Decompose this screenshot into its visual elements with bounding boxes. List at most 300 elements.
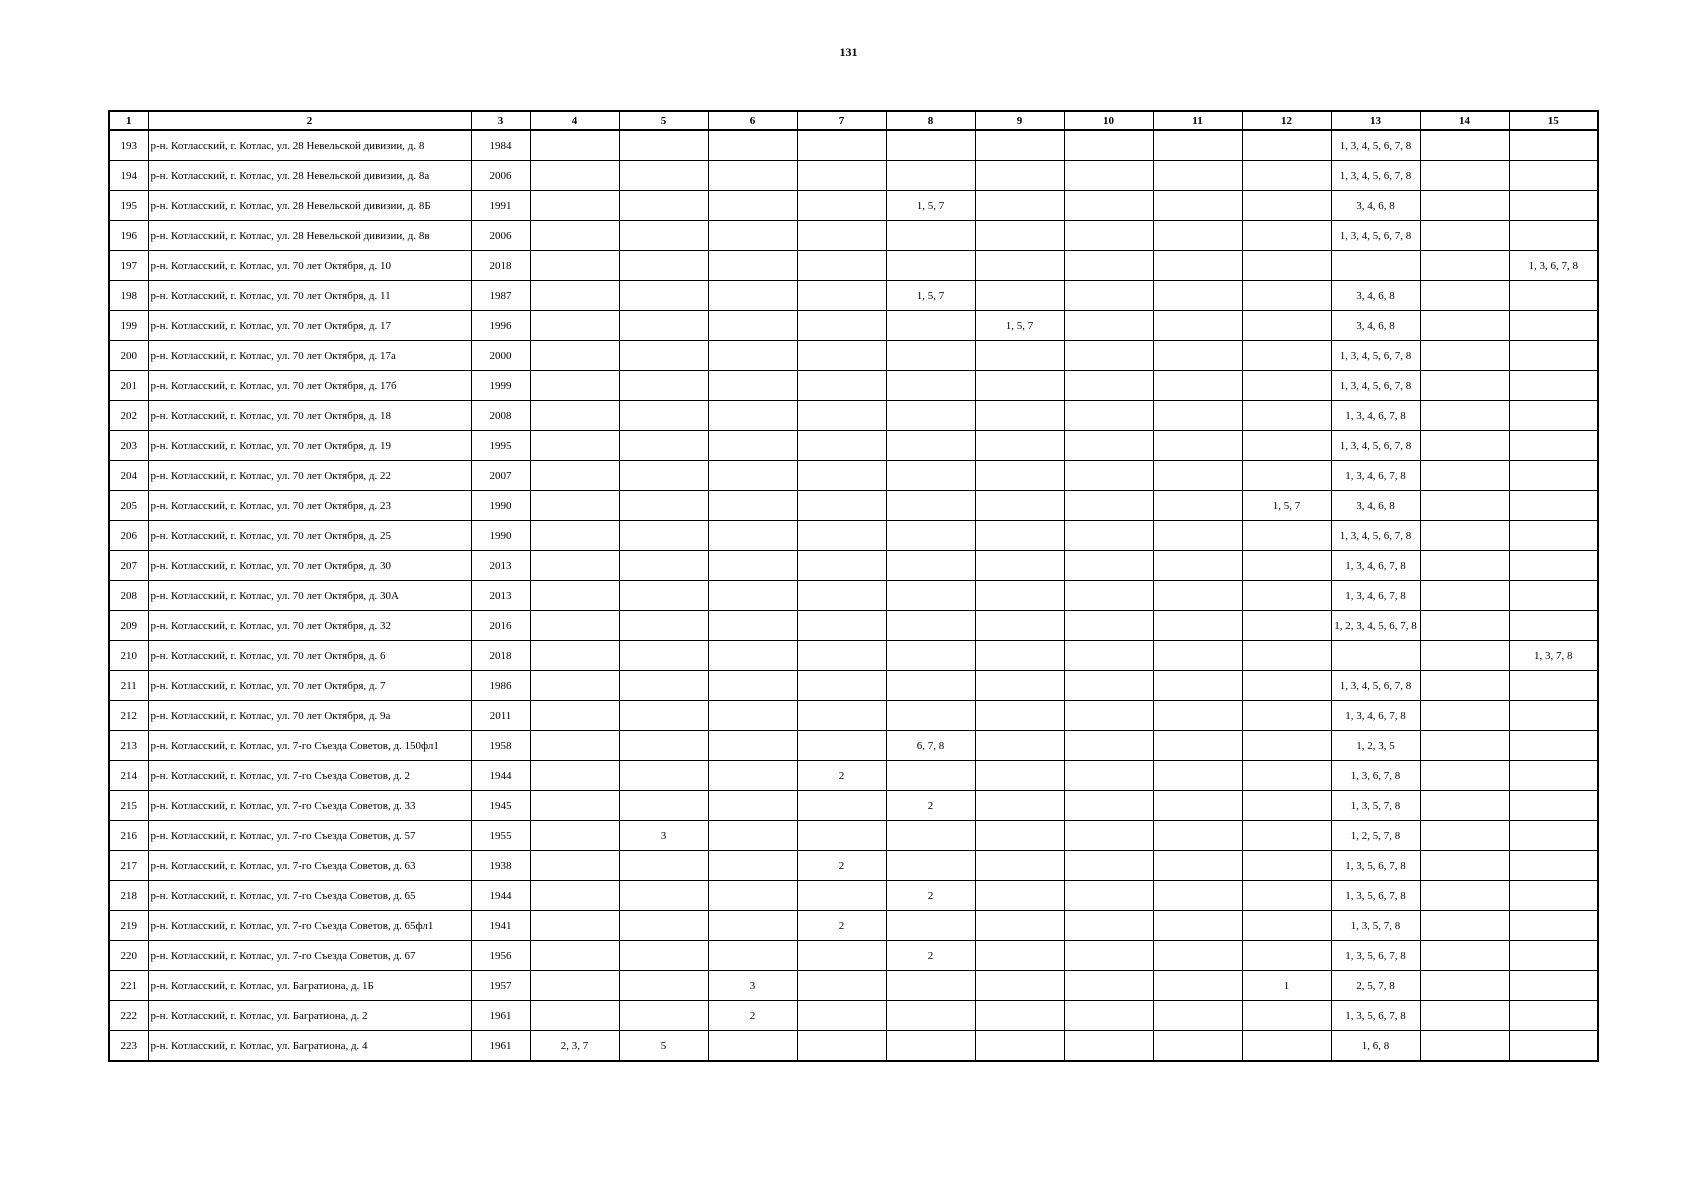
table-cell: [1420, 671, 1509, 701]
table-cell: [1153, 311, 1242, 341]
table-cell: [797, 341, 886, 371]
table-cell: 1, 3, 4, 6, 7, 8: [1331, 551, 1420, 581]
table-cell: [708, 521, 797, 551]
table-cell: [1420, 431, 1509, 461]
table-cell: [797, 281, 886, 311]
table-cell: [1153, 431, 1242, 461]
column-header-7: 7: [797, 111, 886, 130]
address-cell: р-н. Котласский, г. Котлас, ул. 70 лет Октября, д. 25: [148, 521, 471, 551]
address-cell: р-н. Котласский, г. Котлас, ул. 70 лет Октября, д. 7: [148, 671, 471, 701]
table-cell: [1420, 731, 1509, 761]
table-cell: [1242, 611, 1331, 641]
table-cell: [1420, 941, 1509, 971]
column-header-12: 12: [1242, 111, 1331, 130]
table-row: [109, 581, 1598, 611]
table-cell: [975, 491, 1064, 521]
table-cell: 1, 3, 4, 5, 6, 7, 8: [1331, 521, 1420, 551]
table-cell: 1, 3, 4, 5, 6, 7, 8: [1331, 671, 1420, 701]
table-cell: [530, 581, 619, 611]
table-cell: [886, 431, 975, 461]
table-cell: [1153, 281, 1242, 311]
table-cell: [708, 551, 797, 581]
table-cell: [708, 191, 797, 221]
table-cell: [1064, 371, 1153, 401]
table-cell: [1331, 251, 1420, 281]
table-cell: [1420, 761, 1509, 791]
table-cell: [1153, 1031, 1242, 1062]
table-cell: [1509, 221, 1598, 251]
row-number-cell: 220: [109, 941, 148, 971]
table-cell: [1242, 401, 1331, 431]
table-row: [109, 371, 1598, 401]
table-cell: [975, 461, 1064, 491]
row-number-cell: 212: [109, 701, 148, 731]
address-cell: р-н. Котласский, г. Котлас, ул. 7-го Съезда Советов, д. 33: [148, 791, 471, 821]
table-cell: [975, 401, 1064, 431]
table-cell: [1242, 821, 1331, 851]
table-cell: [1064, 731, 1153, 761]
table-cell: [619, 221, 708, 251]
table-cell: [619, 731, 708, 761]
year-cell: 2006: [471, 221, 530, 251]
table-cell: [797, 611, 886, 641]
table-cell: [708, 431, 797, 461]
address-cell: р-н. Котласский, г. Котлас, ул. 28 Невельской дивизии, д. 8Б: [148, 191, 471, 221]
table-cell: [708, 281, 797, 311]
table-cell: [1153, 971, 1242, 1001]
table-cell: [1420, 701, 1509, 731]
table-cell: [1509, 671, 1598, 701]
table-cell: [886, 341, 975, 371]
row-number-cell: 222: [109, 1001, 148, 1031]
table-cell: [619, 461, 708, 491]
table-cell: [708, 701, 797, 731]
table-cell: [1242, 521, 1331, 551]
table-cell: [1420, 521, 1509, 551]
table-row: [109, 791, 1598, 821]
row-number-cell: 208: [109, 581, 148, 611]
address-cell: р-н. Котласский, г. Котлас, ул. Багратиона, д. 4: [148, 1031, 471, 1062]
table-cell: [1153, 881, 1242, 911]
row-number-cell: 214: [109, 761, 148, 791]
table-cell: [530, 461, 619, 491]
row-number-cell: 205: [109, 491, 148, 521]
table-cell: [1509, 731, 1598, 761]
year-cell: 1958: [471, 731, 530, 761]
table-row: [109, 911, 1598, 941]
table-cell: [530, 401, 619, 431]
table-cell: 1, 3, 5, 6, 7, 8: [1331, 1001, 1420, 1031]
table-cell: [1242, 941, 1331, 971]
table-cell: [530, 281, 619, 311]
table-cell: [1420, 1031, 1509, 1062]
table-cell: [1509, 341, 1598, 371]
table-cell: 3: [619, 821, 708, 851]
table-cell: [530, 251, 619, 281]
table-cell: [1420, 641, 1509, 671]
table-cell: [1242, 341, 1331, 371]
address-cell: р-н. Котласский, г. Котлас, ул. 28 Невельской дивизии, д. 8: [148, 130, 471, 161]
year-cell: 2018: [471, 251, 530, 281]
year-cell: 2006: [471, 161, 530, 191]
table-cell: 1, 3, 5, 6, 7, 8: [1331, 941, 1420, 971]
table-cell: [1064, 851, 1153, 881]
address-cell: р-н. Котласский, г. Котлас, ул. 70 лет Октября, д. 32: [148, 611, 471, 641]
table-cell: [1064, 671, 1153, 701]
table-cell: [708, 851, 797, 881]
table-cell: 2, 3, 7: [530, 1031, 619, 1062]
table-cell: [1509, 881, 1598, 911]
row-number-cell: 215: [109, 791, 148, 821]
table-cell: [975, 371, 1064, 401]
table-cell: 1, 5, 7: [886, 191, 975, 221]
table-cell: [886, 551, 975, 581]
table-cell: [1509, 401, 1598, 431]
table-cell: [1064, 281, 1153, 311]
table-cell: [1420, 461, 1509, 491]
table-row: [109, 641, 1598, 671]
table-cell: [797, 461, 886, 491]
table-body: [109, 130, 1598, 1061]
table-cell: [1153, 130, 1242, 161]
table-cell: [1420, 401, 1509, 431]
year-cell: 1987: [471, 281, 530, 311]
row-number-cell: 197: [109, 251, 148, 281]
table-cell: [619, 611, 708, 641]
table-cell: [886, 641, 975, 671]
table-cell: [1242, 311, 1331, 341]
table-cell: [619, 521, 708, 551]
table-cell: 1, 3, 6, 7, 8: [1331, 761, 1420, 791]
table-cell: [530, 431, 619, 461]
table-row: [109, 251, 1598, 281]
table-cell: 3, 4, 6, 8: [1331, 491, 1420, 521]
table-cell: 1, 3, 5, 7, 8: [1331, 791, 1420, 821]
table-cell: [1509, 130, 1598, 161]
table-cell: [1153, 791, 1242, 821]
year-cell: 1999: [471, 371, 530, 401]
table-row: [109, 341, 1598, 371]
table-cell: [1064, 551, 1153, 581]
column-header-9: 9: [975, 111, 1064, 130]
table-cell: [797, 641, 886, 671]
table-cell: [797, 311, 886, 341]
table-cell: [1153, 941, 1242, 971]
row-number-cell: 203: [109, 431, 148, 461]
table-cell: [530, 731, 619, 761]
table-cell: [708, 761, 797, 791]
table-cell: [975, 941, 1064, 971]
table-cell: [797, 221, 886, 251]
table-cell: [975, 341, 1064, 371]
column-header-4: 4: [530, 111, 619, 130]
table-cell: [886, 371, 975, 401]
address-cell: р-н. Котласский, г. Котлас, ул. Багратиона, д. 1Б: [148, 971, 471, 1001]
table-row: [109, 731, 1598, 761]
table-cell: [619, 191, 708, 221]
table-cell: [619, 851, 708, 881]
table-cell: [797, 1031, 886, 1062]
address-cell: р-н. Котласский, г. Котлас, ул. Багратиона, д. 2: [148, 1001, 471, 1031]
table-cell: [797, 791, 886, 821]
table-cell: [1242, 281, 1331, 311]
year-cell: 2011: [471, 701, 530, 731]
table-cell: [1242, 701, 1331, 731]
table-cell: [1420, 311, 1509, 341]
table-cell: [1509, 311, 1598, 341]
column-header-13: 13: [1331, 111, 1420, 130]
table-cell: [619, 251, 708, 281]
table-cell: [530, 851, 619, 881]
column-header-3: 3: [471, 111, 530, 130]
year-cell: 2000: [471, 341, 530, 371]
table-cell: [975, 281, 1064, 311]
table-cell: [708, 491, 797, 521]
table-row: [109, 221, 1598, 251]
table-cell: [1509, 971, 1598, 1001]
table-cell: [1064, 521, 1153, 551]
table-cell: [975, 881, 1064, 911]
row-number-cell: 196: [109, 221, 148, 251]
table-cell: [708, 221, 797, 251]
year-cell: 1944: [471, 761, 530, 791]
table-cell: [530, 941, 619, 971]
table-cell: [708, 130, 797, 161]
row-number-cell: 218: [109, 881, 148, 911]
table-cell: [1064, 761, 1153, 791]
table-cell: [797, 371, 886, 401]
table-cell: 2: [886, 791, 975, 821]
table-cell: [797, 161, 886, 191]
table-cell: [708, 671, 797, 701]
table-cell: [1064, 311, 1153, 341]
year-cell: 1957: [471, 971, 530, 1001]
address-cell: р-н. Котласский, г. Котлас, ул. 7-го Съезда Советов, д. 150фл1: [148, 731, 471, 761]
table-cell: [708, 821, 797, 851]
address-cell: р-н. Котласский, г. Котлас, ул. 7-го Съезда Советов, д. 67: [148, 941, 471, 971]
table-cell: [530, 911, 619, 941]
table-cell: [1420, 1001, 1509, 1031]
table-cell: 2: [886, 881, 975, 911]
table-cell: [797, 251, 886, 281]
table-cell: [1242, 251, 1331, 281]
table-cell: 1, 3, 4, 6, 7, 8: [1331, 581, 1420, 611]
column-header-1: 1: [109, 111, 148, 130]
table-cell: [1242, 731, 1331, 761]
table-cell: [1153, 821, 1242, 851]
table-cell: [1153, 371, 1242, 401]
table-cell: 3, 4, 6, 8: [1331, 311, 1420, 341]
table-cell: [1420, 911, 1509, 941]
year-cell: 1961: [471, 1031, 530, 1062]
table-cell: [1153, 401, 1242, 431]
table-cell: 1, 3, 4, 5, 6, 7, 8: [1331, 161, 1420, 191]
table-cell: [619, 581, 708, 611]
table-cell: [1153, 521, 1242, 551]
table-cell: [530, 1001, 619, 1031]
table-cell: [708, 941, 797, 971]
column-header-5: 5: [619, 111, 708, 130]
table-row: [109, 130, 1598, 161]
table-cell: [886, 130, 975, 161]
row-number-cell: 213: [109, 731, 148, 761]
table-row: [109, 941, 1598, 971]
column-header-15: 15: [1509, 111, 1598, 130]
table-cell: [975, 1001, 1064, 1031]
table-cell: [1153, 581, 1242, 611]
table-cell: [1064, 491, 1153, 521]
table-cell: [1242, 761, 1331, 791]
table-cell: [886, 491, 975, 521]
table-cell: [1420, 821, 1509, 851]
table-cell: [1153, 461, 1242, 491]
row-number-cell: 221: [109, 971, 148, 1001]
table-cell: [797, 431, 886, 461]
row-number-cell: 217: [109, 851, 148, 881]
table-cell: [1064, 911, 1153, 941]
year-cell: 1986: [471, 671, 530, 701]
year-cell: 2013: [471, 581, 530, 611]
table-cell: [530, 491, 619, 521]
table-row: [109, 281, 1598, 311]
row-number-cell: 201: [109, 371, 148, 401]
table-cell: [1064, 191, 1153, 221]
table-cell: [1509, 161, 1598, 191]
table-cell: 1, 2, 3, 4, 5, 6, 7, 8: [1331, 611, 1420, 641]
table-cell: 1, 5, 7: [1242, 491, 1331, 521]
address-cell: р-н. Котласский, г. Котлас, ул. 70 лет Октября, д. 17б: [148, 371, 471, 401]
table-cell: 1, 3, 4, 5, 6, 7, 8: [1331, 431, 1420, 461]
table-cell: [1064, 130, 1153, 161]
table-cell: [708, 911, 797, 941]
table-cell: 3, 4, 6, 8: [1331, 191, 1420, 221]
year-cell: 2008: [471, 401, 530, 431]
year-cell: 1984: [471, 130, 530, 161]
table-cell: [886, 911, 975, 941]
table-cell: [530, 551, 619, 581]
row-number-cell: 210: [109, 641, 148, 671]
table-cell: [1420, 341, 1509, 371]
table-cell: [708, 161, 797, 191]
table-cell: [1064, 341, 1153, 371]
table-cell: [530, 341, 619, 371]
table-cell: [619, 341, 708, 371]
table-row: [109, 701, 1598, 731]
table-cell: [1509, 761, 1598, 791]
table-cell: [797, 401, 886, 431]
table-cell: [619, 491, 708, 521]
table-cell: [975, 701, 1064, 731]
table-cell: [975, 641, 1064, 671]
table-cell: [1242, 371, 1331, 401]
table-cell: [530, 761, 619, 791]
row-number-cell: 202: [109, 401, 148, 431]
table-cell: [886, 671, 975, 701]
table-cell: [1153, 491, 1242, 521]
row-number-cell: 193: [109, 130, 148, 161]
year-cell: 1955: [471, 821, 530, 851]
table-cell: [1064, 581, 1153, 611]
table-cell: [1420, 581, 1509, 611]
table-cell: [1064, 401, 1153, 431]
table-cell: [1064, 701, 1153, 731]
table-cell: [619, 881, 708, 911]
table-cell: [1420, 881, 1509, 911]
table-row: [109, 1031, 1598, 1062]
table-cell: [975, 761, 1064, 791]
table-cell: [1420, 791, 1509, 821]
table-cell: [530, 130, 619, 161]
table-cell: [975, 221, 1064, 251]
year-cell: 1990: [471, 521, 530, 551]
row-number-cell: 204: [109, 461, 148, 491]
table-cell: [619, 281, 708, 311]
table-cell: [1509, 701, 1598, 731]
table-cell: [797, 1001, 886, 1031]
table-row: [109, 311, 1598, 341]
table-row: [109, 431, 1598, 461]
table-cell: [886, 581, 975, 611]
table-cell: 3: [708, 971, 797, 1001]
table-cell: 6, 7, 8: [886, 731, 975, 761]
table-cell: [708, 791, 797, 821]
table-cell: [1420, 281, 1509, 311]
table-cell: [1064, 1031, 1153, 1062]
table-cell: 1, 3, 4, 5, 6, 7, 8: [1331, 341, 1420, 371]
table-cell: 1, 5, 7: [886, 281, 975, 311]
table-cell: 1, 3, 6, 7, 8: [1509, 251, 1598, 281]
table-cell: [619, 130, 708, 161]
table-cell: [708, 401, 797, 431]
table-cell: [1509, 521, 1598, 551]
table-cell: [975, 821, 1064, 851]
row-number-cell: 211: [109, 671, 148, 701]
table-cell: [1509, 581, 1598, 611]
table-cell: [619, 371, 708, 401]
row-number-cell: 206: [109, 521, 148, 551]
table-cell: [886, 221, 975, 251]
address-cell: р-н. Котласский, г. Котлас, ул. 7-го Съезда Советов, д. 63: [148, 851, 471, 881]
table-cell: [530, 371, 619, 401]
table-cell: [1242, 1031, 1331, 1062]
row-number-cell: 209: [109, 611, 148, 641]
table-cell: [1064, 971, 1153, 1001]
table-cell: [619, 971, 708, 1001]
table-cell: [1420, 551, 1509, 581]
row-number-cell: 216: [109, 821, 148, 851]
year-cell: 1941: [471, 911, 530, 941]
row-number-cell: 200: [109, 341, 148, 371]
column-header-10: 10: [1064, 111, 1153, 130]
column-header-11: 11: [1153, 111, 1242, 130]
table-cell: [530, 641, 619, 671]
column-header-2: 2: [148, 111, 471, 130]
table-cell: [975, 431, 1064, 461]
table-cell: [975, 521, 1064, 551]
table-cell: [1509, 281, 1598, 311]
table-cell: [797, 941, 886, 971]
table-cell: [1242, 161, 1331, 191]
table-cell: [1420, 221, 1509, 251]
year-cell: 1944: [471, 881, 530, 911]
year-cell: 1991: [471, 191, 530, 221]
table-cell: 1, 2, 5, 7, 8: [1331, 821, 1420, 851]
table-cell: [530, 821, 619, 851]
table-cell: [975, 971, 1064, 1001]
table-cell: [530, 971, 619, 1001]
year-cell: 1956: [471, 941, 530, 971]
year-cell: 1961: [471, 1001, 530, 1031]
